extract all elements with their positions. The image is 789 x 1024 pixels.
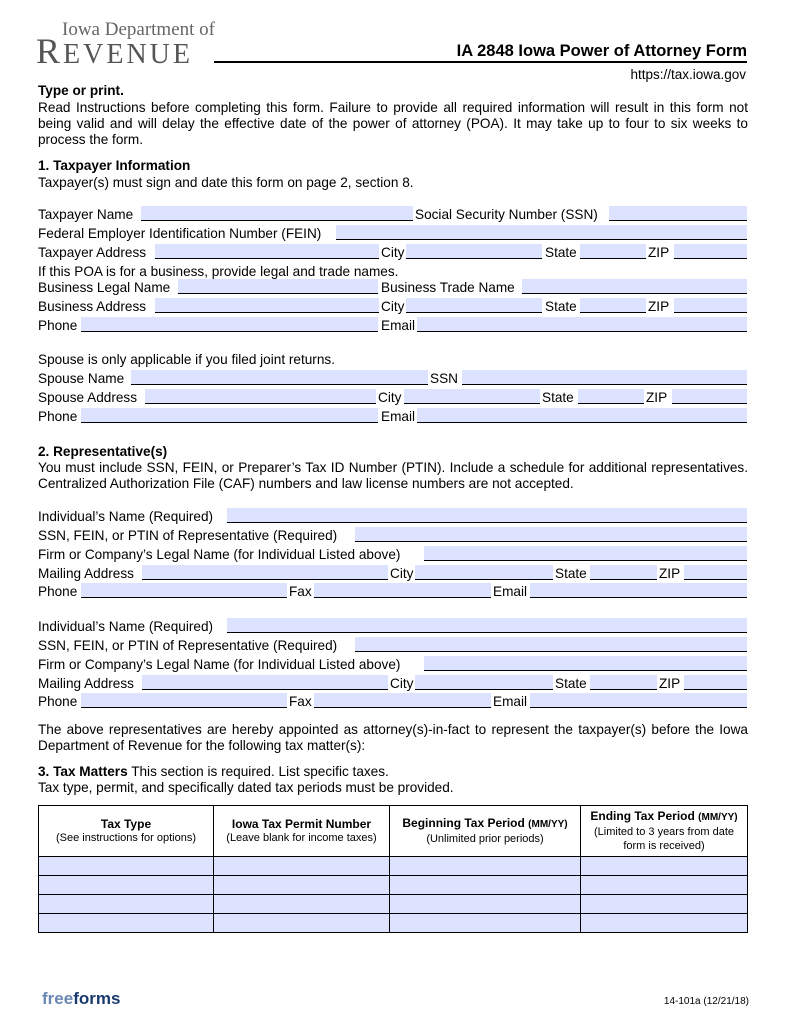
beginning-period-cell[interactable] (390, 895, 581, 914)
rep2-zip-label: ZIP (659, 676, 681, 691)
rep2-fax-label: Fax (289, 694, 312, 709)
rep2-address-label: Mailing Address (38, 676, 134, 691)
intro-text: Read Instructions before completing this form. Failure to provide all required information will result in this form not being valid and will delay the effective date of the power of attorney (POA). It may take up to four to six weeks to process the form. (38, 100, 748, 147)
section3-heading-line (38, 764, 389, 779)
spouse-name-field[interactable] (131, 370, 428, 385)
rep1-email-field[interactable] (530, 583, 747, 598)
taxpayer-state-field[interactable] (580, 244, 646, 259)
table-row (39, 876, 748, 895)
business-state-field[interactable] (580, 298, 646, 313)
freeforms-logo-forms: forms (73, 989, 121, 1008)
taxpayer-city-label: City (381, 245, 405, 260)
spouse-ssn-label: SSN (430, 371, 458, 386)
tax-type-cell[interactable] (39, 914, 214, 933)
taxpayer-name-field[interactable] (141, 206, 413, 221)
rep2-phone-field[interactable] (81, 693, 287, 708)
col-beginning-period-format: (MM/YY) (528, 819, 568, 830)
col-ending-period-sub: (Limited to 3 years from date form is received) (593, 826, 734, 852)
ending-period-cell[interactable] (581, 876, 748, 895)
spouse-name-label: Spouse Name (38, 371, 125, 386)
tax-type-cell[interactable] (39, 876, 214, 895)
rep2-email-field[interactable] (530, 693, 747, 708)
section3-note: Tax type, permit, and specifically dated tax periods must be provided. (38, 780, 454, 795)
rep2-address-field[interactable] (142, 675, 388, 690)
tax-matters-header-row (39, 806, 748, 857)
col-tax-type-title: Tax Type (100, 817, 152, 831)
taxpayer-city-field[interactable] (406, 244, 542, 259)
permit-number-cell[interactable] (214, 876, 390, 895)
permit-number-cell[interactable] (214, 857, 390, 876)
rep2-fax-field[interactable] (314, 693, 491, 708)
taxpayer-address-label: Taxpayer Address (38, 245, 147, 260)
rep1-zip-label: ZIP (659, 566, 681, 581)
permit-number-cell[interactable] (214, 895, 390, 914)
tax-matters-table (38, 805, 748, 933)
form-number: 14-101a (12/21/18) (663, 996, 749, 1007)
rep2-phone-label: Phone (38, 694, 78, 709)
rep1-name-field[interactable] (227, 508, 747, 523)
rep2-state-label: State (555, 676, 587, 691)
business-email-field[interactable] (417, 317, 747, 332)
rep1-email-label: Email (493, 584, 527, 599)
spouse-ssn-field[interactable] (462, 370, 747, 385)
rep2-name-field[interactable] (227, 618, 747, 633)
department-logo-revenue: REVENUE (36, 31, 193, 71)
rep1-phone-field[interactable] (81, 583, 287, 598)
taxpayer-zip-field[interactable] (674, 244, 747, 259)
spouse-email-label: Email (381, 409, 415, 424)
col-permit-number (214, 806, 390, 857)
business-legal-name-field[interactable] (178, 279, 378, 294)
col-tax-type-sub: (See instructions for options) (55, 832, 196, 844)
rep2-id-label: SSN, FEIN, or PTIN of Representative (Required) (38, 638, 338, 653)
spouse-state-label: State (542, 390, 574, 405)
section2-text: You must include SSN, FEIN, or Preparer’s Tax ID Number (PTIN). Include a schedule for additional representatives. Centralized Authorization File (CAF) numbers and law license numbers are not accepted. (38, 460, 748, 491)
business-phone-field[interactable] (81, 317, 378, 332)
business-address-label: Business Address (38, 299, 147, 314)
spouse-note: Spouse is only applicable if you filed joint returns. (38, 352, 335, 367)
business-legal-name-label: Business Legal Name (38, 280, 171, 295)
col-ending-period (581, 806, 748, 857)
rep1-address-field[interactable] (142, 565, 388, 580)
table-row (39, 914, 748, 933)
table-row (39, 857, 748, 876)
fein-label: Federal Employer Identification Number (FEIN) (38, 226, 322, 241)
rep2-city-field[interactable] (415, 675, 553, 690)
taxpayer-name-label: Taxpayer Name (38, 207, 134, 222)
tax-type-cell[interactable] (39, 895, 214, 914)
rep2-zip-field[interactable] (684, 675, 747, 690)
col-ending-period-title: Ending Tax Period (590, 809, 695, 823)
col-tax-type (39, 806, 214, 857)
spouse-zip-label: ZIP (646, 390, 668, 405)
business-state-label: State (545, 299, 577, 314)
taxpayer-zip-label: ZIP (648, 245, 670, 260)
beginning-period-cell[interactable] (390, 876, 581, 895)
permit-number-cell[interactable] (214, 914, 390, 933)
rep1-name-label: Individual’s Name (Required) (38, 509, 214, 524)
business-note: If this POA is for a business, provide legal and trade names. (38, 264, 399, 279)
business-city-label: City (381, 299, 405, 314)
rep1-id-field[interactable] (355, 527, 747, 542)
ending-period-cell[interactable] (581, 895, 748, 914)
spouse-state-field[interactable] (578, 389, 644, 404)
rep2-firm-field[interactable] (424, 656, 747, 671)
rep1-city-label: City (390, 566, 414, 581)
spouse-phone-label: Phone (38, 409, 78, 424)
business-address-field[interactable] (155, 298, 379, 313)
tax-type-cell[interactable] (39, 857, 214, 876)
appointment-text: The above representatives are hereby appointed as attorney(s)-in-fact to represent the taxpayer(s) before the Iowa Department of Revenue for the following tax matter(s): (38, 722, 748, 753)
business-city-field[interactable] (406, 298, 542, 313)
rep2-state-field[interactable] (590, 675, 657, 690)
taxpayer-address-field[interactable] (155, 244, 379, 259)
rep1-id-label: SSN, FEIN, or PTIN of Representative (Required) (38, 528, 338, 543)
rep2-firm-label: Firm or Company’s Legal Name (for Individual Listed above) (38, 657, 401, 672)
business-email-label: Email (381, 318, 415, 333)
ssn-label: Social Security Number (SSN) (415, 207, 598, 222)
section1-note: Taxpayer(s) must sign and date this form on page 2, section 8. (38, 175, 414, 190)
form-title: IA 2848 Iowa Power of Attorney Form (456, 42, 747, 60)
col-beginning-period (390, 806, 581, 857)
spouse-address-label: Spouse Address (38, 390, 137, 405)
section3-heading: 3. Tax Matters (38, 764, 128, 779)
col-permit-number-title: Iowa Tax Permit Number (231, 817, 372, 831)
intro-heading: Type or print. (38, 83, 124, 98)
business-zip-field[interactable] (674, 298, 747, 313)
website-url: https://tax.iowa.gov (630, 67, 746, 82)
fein-field[interactable] (336, 225, 747, 240)
ssn-field[interactable] (609, 206, 747, 221)
spouse-city-label: City (378, 390, 402, 405)
freeforms-logo-free: free (42, 989, 74, 1008)
rep1-address-label: Mailing Address (38, 566, 134, 581)
rep1-firm-field[interactable] (424, 546, 747, 561)
rep1-firm-label: Firm or Company’s Legal Name (for Individual Listed above) (38, 547, 401, 562)
spouse-zip-field[interactable] (672, 389, 747, 404)
spouse-email-field[interactable] (417, 408, 747, 423)
col-beginning-period-title: Beginning Tax Period (402, 816, 525, 830)
spouse-phone-field[interactable] (81, 408, 378, 423)
section2-heading: 2. Representative(s) (38, 444, 168, 459)
freeforms-logo (42, 989, 120, 1009)
col-beginning-period-sub: (Unlimited prior periods) (426, 833, 544, 845)
business-trade-name-field[interactable] (522, 279, 747, 294)
beginning-period-cell[interactable] (390, 857, 581, 876)
rep2-name-label: Individual’s Name (Required) (38, 619, 214, 634)
rep2-city-label: City (390, 676, 414, 691)
rep1-zip-field[interactable] (684, 565, 747, 580)
taxpayer-state-label: State (545, 245, 577, 260)
spouse-city-field[interactable] (404, 389, 540, 404)
department-logo-line1: Iowa Department of (62, 19, 215, 40)
rep1-fax-label: Fax (289, 584, 312, 599)
rep1-state-label: State (555, 566, 587, 581)
business-phone-label: Phone (38, 318, 78, 333)
ending-period-cell[interactable] (581, 857, 748, 876)
beginning-period-cell[interactable] (390, 914, 581, 933)
section1-heading: 1. Taxpayer Information (38, 158, 191, 173)
rep1-fax-field[interactable] (314, 583, 491, 598)
rep1-state-field[interactable] (590, 565, 657, 580)
business-trade-name-label: Business Trade Name (381, 280, 515, 295)
rep1-city-field[interactable] (415, 565, 553, 580)
business-zip-label: ZIP (648, 299, 670, 314)
table-row (39, 895, 748, 914)
col-ending-period-format: (MM/YY) (698, 812, 738, 823)
ending-period-cell[interactable] (581, 914, 748, 933)
col-permit-number-sub: (Leave blank for income taxes) (226, 832, 377, 844)
rep1-phone-label: Phone (38, 584, 78, 599)
header-rule (214, 61, 747, 63)
rep2-id-field[interactable] (355, 637, 747, 652)
rep2-email-label: Email (493, 694, 527, 709)
spouse-address-field[interactable] (145, 389, 376, 404)
section3-heading-note: This section is required. List specific taxes. (131, 764, 389, 779)
